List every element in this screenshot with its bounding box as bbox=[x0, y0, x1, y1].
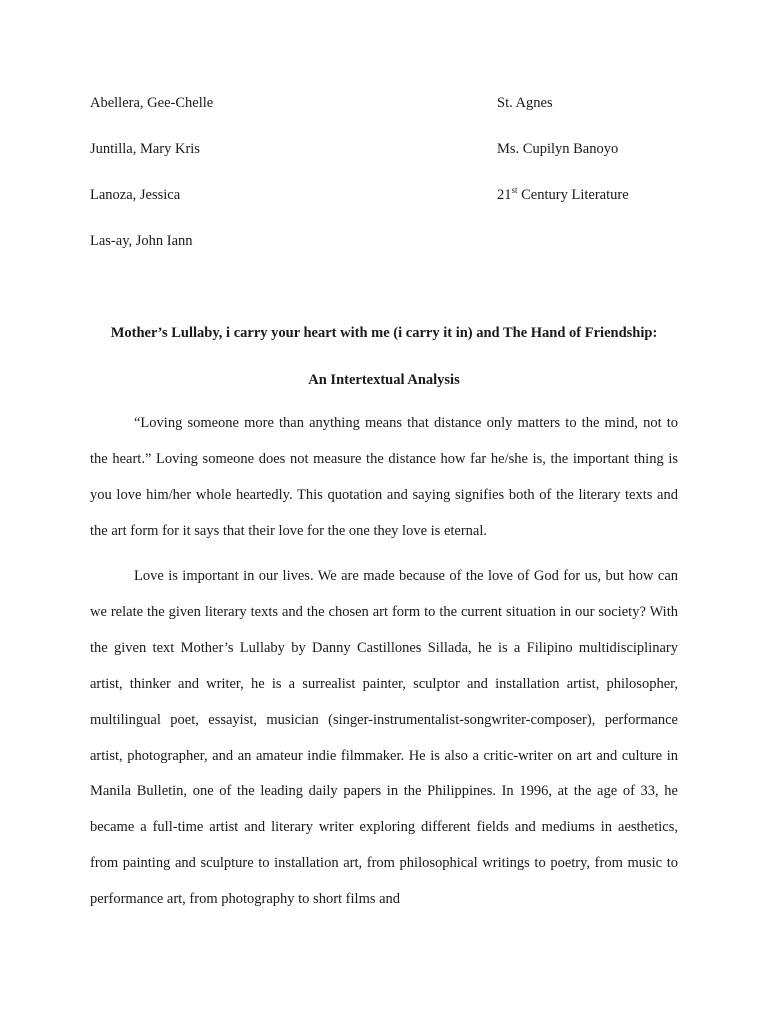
course-ordinal-suffix: st bbox=[511, 185, 518, 196]
course-title: Century Literature bbox=[517, 187, 629, 203]
body-paragraph-2: Love is important in our lives. We are made because of the love of God for us, but how can we relate the given literary texts and the chosen art form to the current situation in our society? With the given text Mother’s Lullaby by Danny Castillones Sillada, he is a Filipino multidisciplinary artist, thinker and writer, he is a surrealist painter, sculptor and installation artist, philosopher, multilingual poet, essayist, musician (singer-instrumentalist-songwriter-composer), performance artist, photographer, and an amateur indie filmmaker. He is also a critic-writer on art and culture in Manila Bulletin, one of the leading daily papers in the Philippines. In 1996, at the age of 33, he became a full-time artist and literary writer exploring different fields and mediums in aesthetics, from painting and sculpture to installation art, from philosophical writings to poetry, from music to performance art, from photography to short films and bbox=[90, 568, 678, 908]
student-name-3: Lanoza, Jessica bbox=[90, 187, 181, 203]
essay-subtitle: An Intertextual Analysis bbox=[308, 372, 460, 388]
essay-title: Mother’s Lullaby, i carry your heart with me (i carry it in) and The Hand of Friendship: bbox=[110, 325, 658, 341]
teacher-name: Ms. Cupilyn Banoyo bbox=[497, 141, 619, 157]
course-number: 21 bbox=[497, 187, 512, 203]
student-name-1: Abellera, Gee-Chelle bbox=[90, 95, 214, 111]
body-paragraph-1: “Loving someone more than anything means that distance only matters to the mind, not to the heart.” Loving someone does not measure the distance how far he/she is, the important thing is you love him/her whole heartedly. This quotation and saying signifies both of the literary texts and the art form for it says that their love for the one they love is eternal. bbox=[90, 415, 678, 539]
student-name-4: Las-ay, John Iann bbox=[90, 233, 193, 249]
section-name: St. Agnes bbox=[497, 95, 553, 111]
course-name bbox=[497, 187, 629, 203]
student-name-2: Juntilla, Mary Kris bbox=[90, 141, 200, 157]
